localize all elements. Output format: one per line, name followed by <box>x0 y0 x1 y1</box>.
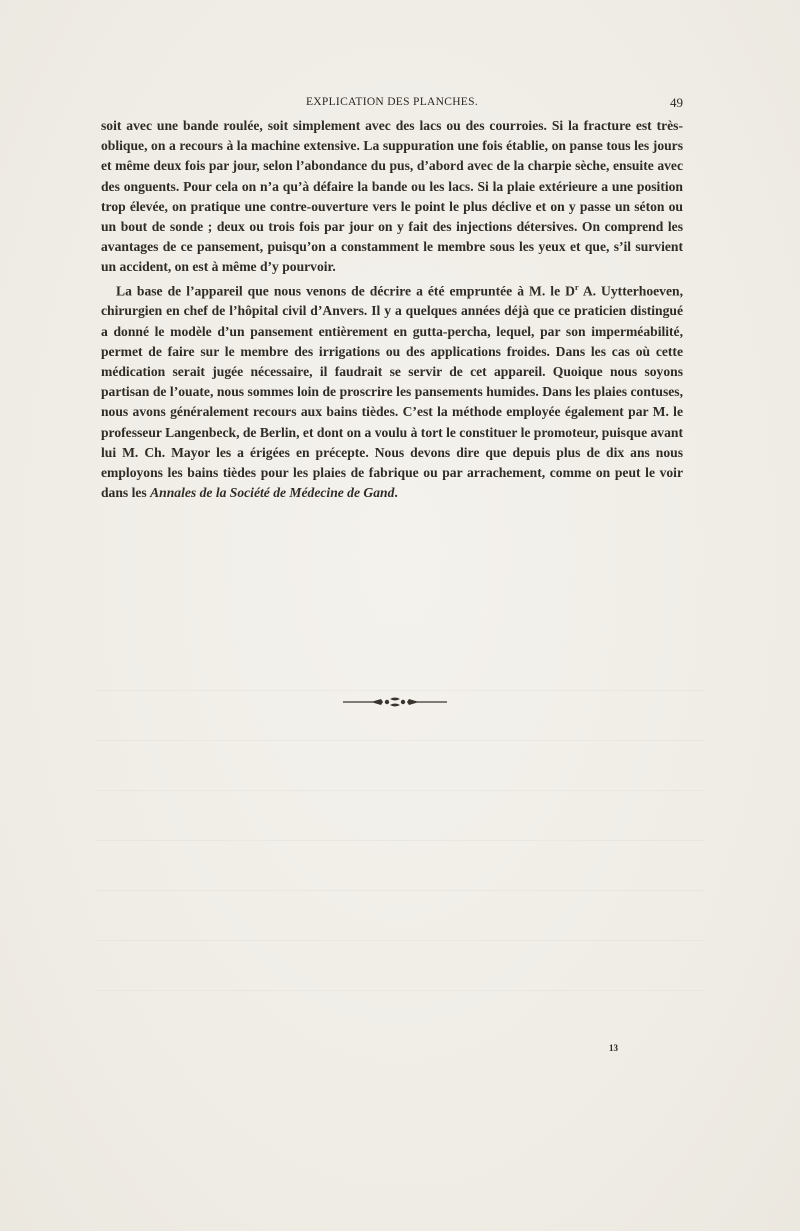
show-through-line <box>95 790 705 791</box>
paragraph-2-text-a: La base de l’appareil que nous venons de décrire a été empruntée à M. le D <box>116 283 575 299</box>
running-title: EXPLICATION DES PLANCHES. <box>305 96 479 108</box>
paragraph-1: soit avec une bande roulée, soit simplement avec des lacs ou des courroies. Si la fracture est très-oblique, on a recours à la machine extensive. La suppuration une fois établie, on panse tous les jours et même deux fois par jour, selon l’abondance du pus, d’abord avec de la charpie sèche, ensuite avec des onguents. Pour cela on n’a qu’à défaire la bande ou les lacs. Si la plaie extérieure a une position trop élevée, on pratique une contre-ouverture vers le point le plus déclive et on y passe un séton ou un bout de sonde ; deux ou trois fois par jour on y fait des injections détersives. On comprend les avantages de ce pansement, puisqu’on a constamment le membre sous les yeux et que, s’il survient un accident, on est à même d’y pourvoir. <box>101 118 683 275</box>
show-through-line <box>95 990 705 991</box>
page-number: 49 <box>670 95 683 110</box>
show-through-line <box>95 940 705 941</box>
show-through-line <box>95 890 705 891</box>
page-header <box>101 95 683 113</box>
superscript-r: r <box>574 282 579 292</box>
signature-mark: 13 <box>609 1043 618 1053</box>
body-text <box>101 116 683 503</box>
show-through-line <box>95 740 705 741</box>
paragraph-2-text-b: A. Uytterhoeven, chirurgien en chef de l’hôpital civil d’Anvers. Il y a quelques années déjà que ce praticien distingué a donné le modèle d’un pansement entièrement en gutta-percha, lequel, par son imperméabilité, permet de faire sur le membre des irrigations ou des applications froides. Dans les cas où cette médication serait jugée nécessaire, il faudrait se servir de cet appareil. Quoique nous soyons partisan de l’ouate, nous sommes loin de proscrire les pansements humides. Dans les plaies contuses, nous avons généralement recours aux bains tièdes. C’est la méthode employée également par M. le professeur Langenbeck, de Berlin, et dont on a voulu à tort le constituer le promoteur, puisque avant lui M. Ch. Mayor les a érigées en précepte. Nous devons dire que depuis plus de dix ans nous employons les bains tièdes pour les plaies de fabrique ou par arrachement, comme on peut le voir dans les <box>101 283 683 501</box>
show-through-line <box>95 840 705 841</box>
show-through-line <box>95 690 705 691</box>
fleuron-divider-icon <box>343 695 447 709</box>
paragraph-2-end: . <box>394 485 398 501</box>
paragraph-2 <box>101 278 683 504</box>
journal-title: Annales de la Société de Médecine de Gand <box>150 485 395 501</box>
